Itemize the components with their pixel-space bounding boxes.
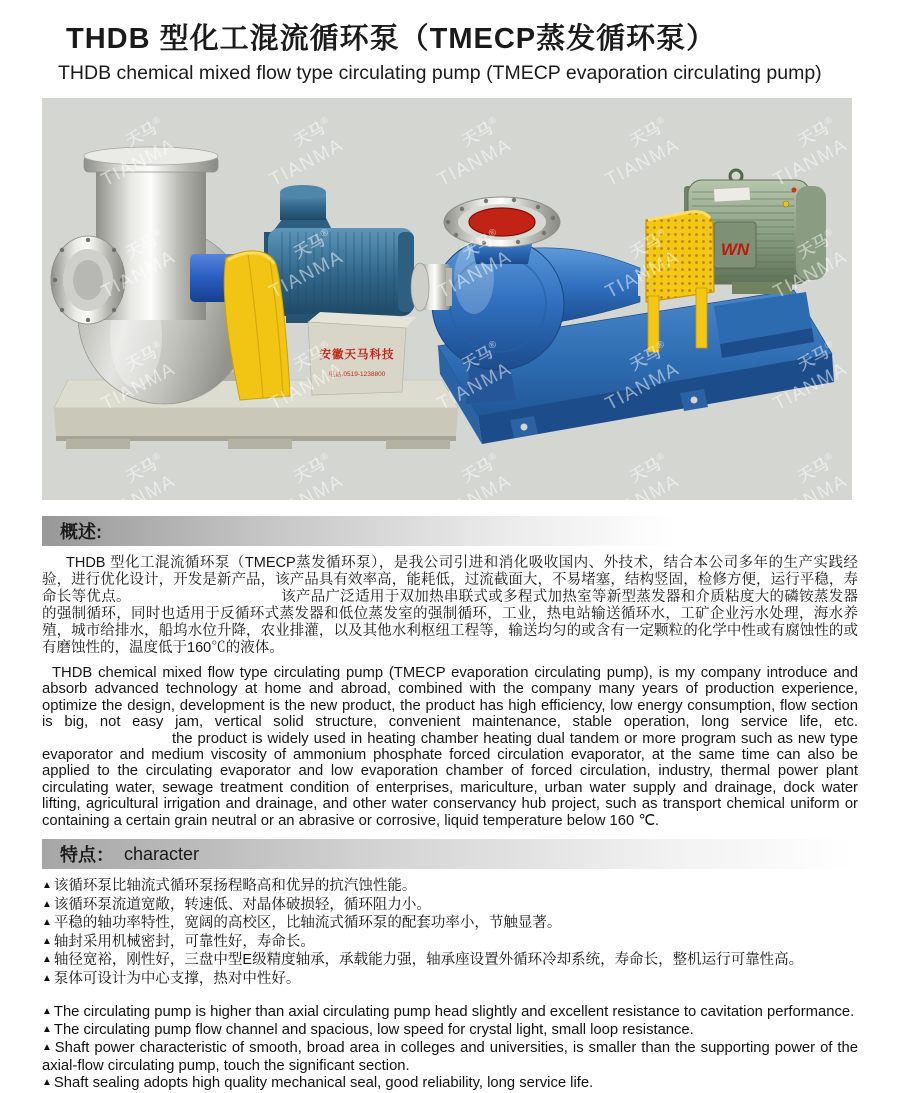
page-title: THDB 型化工混流循环泵（TMECP蒸发循环泵） (66, 23, 717, 55)
feature-text: 轴封采用机械密封，可靠性好，寿命长。 (53, 933, 315, 950)
overview-heading: 概述: (60, 522, 102, 542)
feature-item (42, 934, 858, 953)
triangle-bullet-icon: ▲ (42, 1077, 52, 1089)
feature-item (42, 897, 858, 916)
triangle-bullet-icon: ▲ (42, 935, 52, 947)
feature-list-cn (42, 878, 858, 989)
feature-item (42, 915, 858, 934)
product-photo (42, 98, 852, 500)
feature-list-en (42, 1004, 858, 1093)
triangle-bullet-icon: ▲ (42, 1006, 52, 1018)
overview-section-header (42, 516, 854, 546)
feature-item (42, 1004, 858, 1022)
triangle-bullet-icon: ▲ (42, 954, 52, 966)
features-heading-cn: 特点： (60, 845, 114, 866)
feature-item (42, 971, 858, 990)
feature-text: 该循环泵流道宽敞，转速低、对晶体破损轻，循环阻力小。 (53, 896, 431, 913)
feature-item (42, 952, 858, 971)
triangle-bullet-icon: ▲ (42, 1042, 53, 1054)
text-gap (42, 742, 172, 743)
triangle-bullet-icon: ▲ (42, 898, 52, 910)
feature-item (42, 1022, 858, 1040)
feature-text: The circulating pump is higher than axial circulating pump head slightly and excellent resistance to cavitation performance. (53, 1004, 855, 1021)
product-photo-illustration (42, 98, 852, 500)
feature-text: 轴径宽裕，刚性好，三盘中型E级精度轴承，承载能力强，轴承座设置外循环冷却系统，寿命长，整机运行可靠性高。 (53, 952, 804, 969)
triangle-bullet-icon: ▲ (42, 1024, 52, 1036)
feature-text: The circulating pump flow channel and spacious, low speed for crystal light, small loop resistance. (53, 1022, 694, 1039)
overview-en-part2: the product is widely used in heating chamber heating dual tandem or more program such as new type evaporator and medium viscosity of ammonium phosphate forced circulation evaporator, at the same time can also be applied to the circulating evaporator and low evaporation chamber of forced circulation, industry, thermal power plant circulating water, sewage treatment condition of enterprises, mariculture, urban water supply and drainage, dock water lifting, agricultural irrigation and drainage, and other water conservancy hub project, such as transport chemical uniform or containing a certain grain neutral or an abrasive or corrosive, liquid temperature below 160 ℃. (42, 730, 858, 829)
features-heading-en: character (124, 843, 200, 864)
text-gap (131, 600, 281, 601)
triangle-bullet-icon: ▲ (42, 880, 52, 892)
overview-cn-part2: 该产品广泛适用于双加热串联式或多程式加热室等新型蒸发器和介质粘度大的磷铵蒸发器的强制循环，同时也适用于反循环式蒸发器和低位蒸发室的强制循环，工业，热电站输送循环水，工矿企业污水处理，海水养殖，城市给排水，船坞水位升降，农业排灌，以及其他水利枢纽工程等，输送均匀的或含有一定颗粒的化学中性或有腐蚀性的或有磨蚀性的，温度低于160℃的液体。 (42, 589, 859, 656)
feature-text: 该循环泵比轴流式循环泵扬程略高和优异的抗汽蚀性能。 (53, 878, 417, 895)
feature-item (42, 878, 858, 897)
overview-paragraph-cn (42, 555, 858, 657)
feature-item (42, 1075, 858, 1093)
features-section-header (42, 839, 854, 869)
page-subtitle: THDB chemical mixed flow type circulating pump (TMECP evaporation circulating pump) (58, 62, 822, 84)
feature-text: Shaft power characteristic of smooth, broad area in colleges and universities, is smaller than the supporting power of the axial-flow circulating pump, touch the significant section. (42, 1040, 858, 1075)
watermark-overlay (42, 98, 852, 500)
feature-text: Shaft sealing adopts high quality mechanical seal, good reliability, long service life. (53, 1075, 594, 1092)
catalog-page (0, 16, 900, 1092)
triangle-bullet-icon: ▲ (42, 972, 52, 984)
overview-paragraph-en (42, 665, 858, 829)
triangle-bullet-icon: ▲ (42, 917, 52, 929)
overview-cn-part1: THDB 型化工混流循环泵（TMECP蒸发循环泵），是我公司引进和消化吸收国内、外技术，结合本公司多年的生产实践经验，进行优化设计，开发是新产品，该产品具有效率高，能耗低，过流截面大，不易堵塞，结构竖固，检修方便，运行平稳，寿命长等优点。 (42, 555, 858, 605)
feature-text: 泵体可设计为中心支撑，热对中性好。 (53, 970, 301, 987)
overview-en-part1: THDB chemical mixed flow type circulating pump (TMECP evaporation circulating pump), is my company introduce and absorb advanced technology at home and abroad, combined with the company many years of production experience, optimize the design, development is the new product, the product has high efficiency, low energy consumption, flow section is big, not easy jam, vertical solid structure, convenient maintenance, stable operation, long service life, etc. (42, 665, 858, 731)
feature-text: 平稳的轴功率特性，宽阔的高校区，比轴流式循环泵的配套功率小，节触显著。 (53, 915, 562, 932)
